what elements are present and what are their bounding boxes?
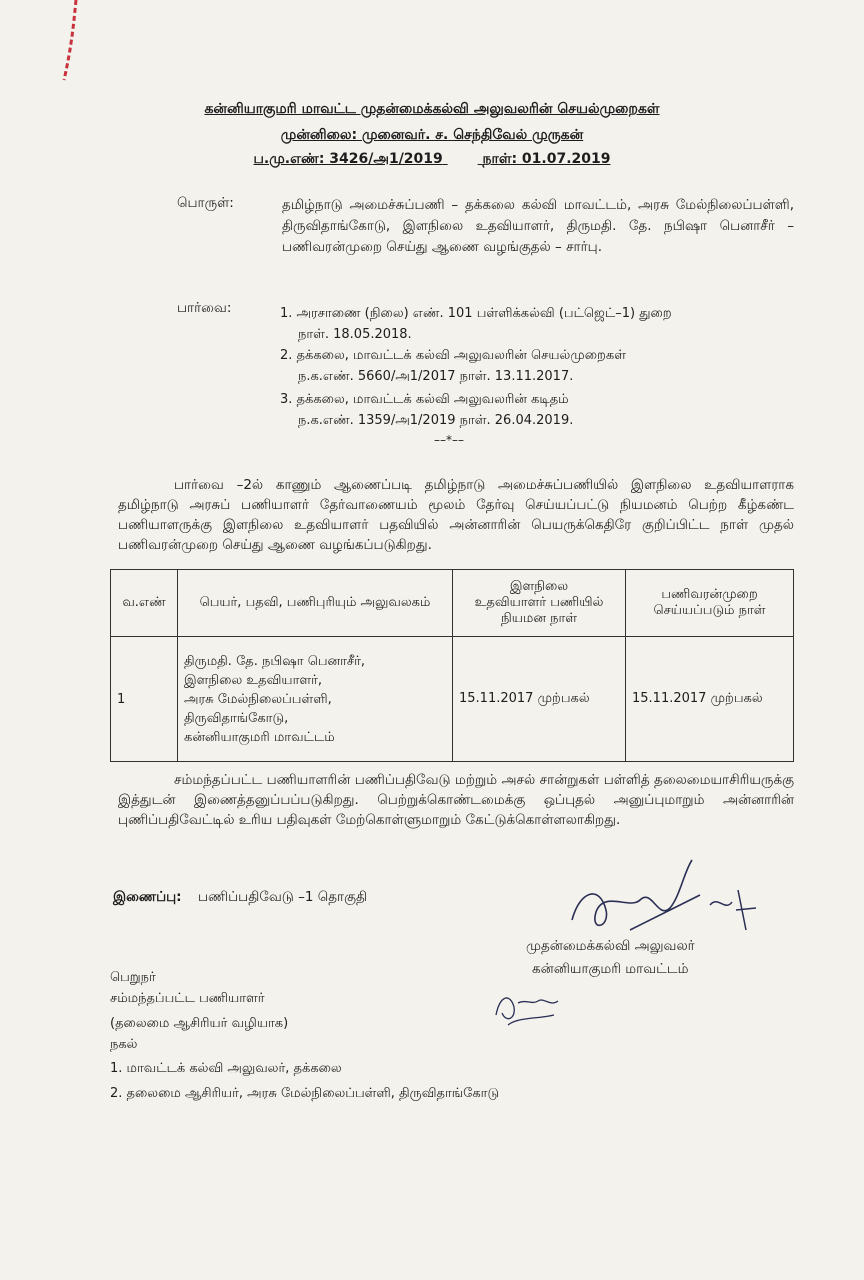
table-row (111, 637, 794, 762)
initial-scribble-graphic (488, 985, 568, 1030)
header-presence: முன்னிலை: முனைவர். ச. செந்திவேல் முருகன் (280, 127, 584, 143)
subject-label: பொருள்: (177, 195, 234, 211)
header-title: கன்னியாகுமரி மாவட்ட முதன்மைக்கல்வி அலுவலரின் செயல்முறைகள் (204, 101, 660, 117)
cell-employee-details: திருமதி. தே. நபிஷா பெனாசீர், இளநிலை உதவியாளர், அரசு மேல்நிலைப்பள்ளி, திருவிதாங்கோடு, கன்னியாகுமரி மாவட்டம் (178, 637, 453, 762)
section-separator: ––*–– (434, 433, 464, 447)
appointment-table (110, 569, 794, 762)
reference-item: 2. தக்கலை, மாவட்டக் கல்வி அலுவலரின் செயல்முறைகள் ந.க.எண். 5660/அ1/2017 நாள். 13.11.2017. (280, 348, 626, 384)
copy-item: 1. மாவட்டக் கல்வி அலுவலர், தக்கலை (110, 1061, 342, 1076)
officer-signature-graphic (560, 850, 790, 945)
enclosure-label: இணைப்பு: (113, 889, 182, 905)
reference-item: 1. அரசாணை (நிலை) எண். 101 பள்ளிக்கல்வி (பட்ஜெட்–1) துறை நாள். 18.05.2018. (280, 306, 672, 342)
col-header-serial: வ.எண் (111, 570, 178, 637)
signatory-district: கன்னியாகுமரி மாவட்டம் (532, 961, 689, 977)
order-date: நாள்: 01.07.2019 (482, 151, 611, 167)
reference-item: 3. தக்கலை, மாவட்டக் கல்வி அலுவலரின் கடிதம் ந.க.எண். 1359/அ1/2019 நாள். 26.04.2019. (280, 392, 574, 428)
references-label: பார்வை: (177, 300, 232, 316)
table-header-row (111, 570, 794, 637)
col-header-appointment-date: இளநிலை உதவியாளர் பணியில் நியமன நாள் (453, 570, 626, 637)
closing-paragraph: சம்மந்தப்பட்ட பணியாளரின் பணிப்பதிவேடு மற்றும் அசல் சான்றுகள் பள்ளித் தலைமையாசிரியருக்கு இத்துடன் இணைத்தனுப்பப்படுகிறது. பெற்றுக்கொண்டமைக்கு ஒப்புதல் அனுப்புமாறும் அன்னாரின் புணிப்பதிவேட்டில் உரிய பதிவுகள் மேற்கொள்ளுமாறும் கேட்டுக்கொள்ளலாகிறது. (118, 772, 794, 828)
recipient-label: பெறுநர் (110, 970, 156, 985)
binding-thread-graphic (0, 0, 90, 90)
cell-appointment-date: 15.11.2017 முற்பகல் (453, 637, 626, 762)
recipient-line: சம்மந்தப்பட்ட பணியாளர் (110, 991, 265, 1006)
signatory-designation: முதன்மைக்கல்வி அலுவலர் (526, 938, 695, 954)
intro-paragraph: பார்வை –2ல் காணும் ஆணைப்படி தமிழ்நாடு அமைச்சுப்பணியில் இளநிலை உதவியாளராக தமிழ்நாடு அரசுப் பணியாளர் தேர்வாணையம் மூலம் தேர்வு செய்யப்பட்டு நியமனம் பெற்ற கீழ்கண்ட பணியாளருக்கு இளநிலை உதவியாளர் பதவியில் அன்னாரின் பெயருக்கெதிரே குறிப்பிட்ட நாள் முதல் பணிவரன்முறை செய்து ஆணை வழங்கப்படுகிறது. (118, 477, 794, 553)
cell-serial: 1 (111, 637, 178, 762)
col-header-regularisation-date: பணிவரன்முறை செய்யப்படும் நாள் (626, 570, 794, 637)
cell-regularisation-date: 15.11.2017 முற்பகல் (626, 637, 794, 762)
reference-number: ப.மு.எண்: 3426/அ1/2019 (253, 151, 443, 167)
copy-label: நகல் (110, 1037, 138, 1052)
copy-item: 2. தலைமை ஆசிரியர், அரசு மேல்நிலைப்பள்ளி, திருவிதாங்கோடு (110, 1086, 500, 1101)
enclosure-text: பணிப்பதிவேடு –1 தொகுதி (198, 889, 368, 905)
header-reference-line (0, 151, 864, 169)
col-header-name: பெயர், பதவி, பணிபுரியும் அலுவலகம் (178, 570, 453, 637)
subject-text: தமிழ்நாடு அமைச்சுப்பணி – தக்கலை கல்வி மாவட்டம், அரசு மேல்நிலைப்பள்ளி, திருவிதாங்கோடு, இளநிலை உதவியாளர், திருமதி. தே. நபிஷா பெனாசீர் – பணிவரன்முறை செய்து ஆணை வழங்குதல் – சார்பு. (282, 197, 794, 255)
recipient-line: (தலைமை ஆசிரியர் வழியாக) (110, 1016, 289, 1031)
